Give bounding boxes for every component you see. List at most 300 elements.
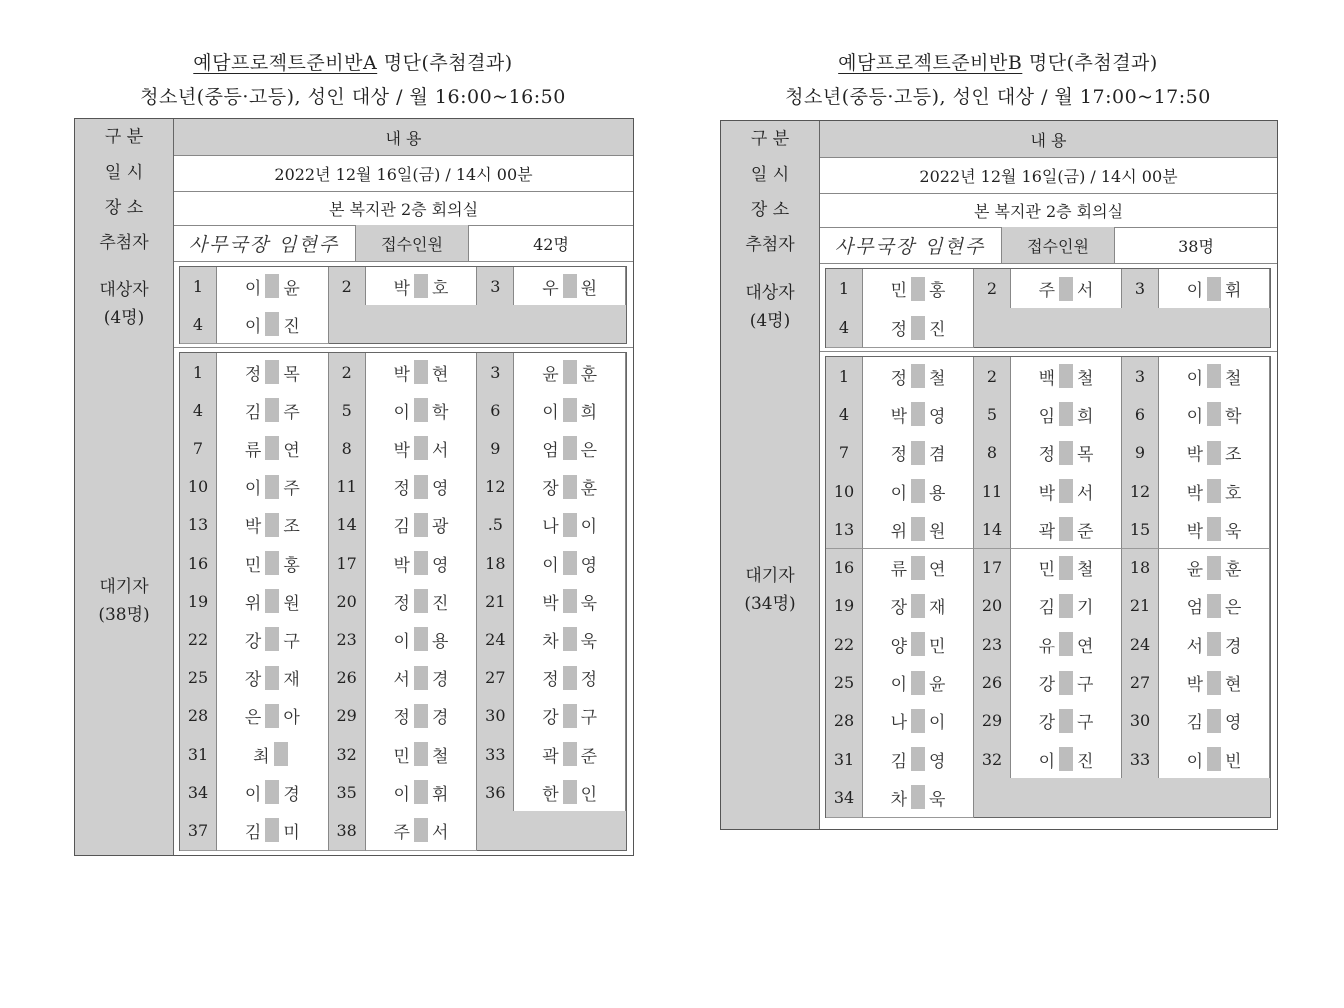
redaction-block (911, 785, 925, 809)
name-first: 이 (393, 631, 410, 652)
redaction-block (414, 704, 428, 728)
redaction-block (911, 402, 925, 426)
person-number: 2 (974, 269, 1011, 309)
name-last: 학 (431, 402, 449, 423)
empty-cell (329, 305, 626, 343)
name-first: 나 (890, 713, 907, 734)
name-first: 이 (244, 479, 262, 500)
name-first: 정 (542, 670, 559, 691)
name-first: 양 (890, 636, 907, 657)
name-last: 훈 (580, 479, 598, 500)
redaction-block (1059, 709, 1073, 733)
person-number: 10 (180, 468, 217, 507)
redaction-block (911, 479, 925, 503)
redaction-block (1059, 364, 1073, 388)
redaction-block (414, 742, 428, 766)
person-number: 28 (826, 702, 863, 741)
person-number: 8 (329, 429, 366, 468)
name-last: 인 (580, 784, 598, 805)
selected-section (75, 261, 633, 348)
person-number: 8 (974, 434, 1011, 473)
title-main: 예담프로젝트준비반A (193, 52, 378, 74)
redaction-block (414, 780, 428, 804)
name-last: 학 (1225, 406, 1242, 427)
name-last: 휘 (431, 784, 449, 805)
redaction-block (1207, 594, 1221, 618)
redaction-block (1059, 556, 1073, 580)
redaction-block (1059, 632, 1073, 656)
name-first: 한 (542, 784, 559, 805)
redaction-block (265, 475, 279, 499)
selected-label: 대상자 (4명) (75, 261, 174, 347)
redaction-block (1059, 671, 1073, 695)
person-name (863, 395, 974, 434)
person-number: 33 (1122, 740, 1159, 779)
name-first: 정 (393, 593, 410, 614)
person-number: 4 (826, 395, 863, 434)
person-number: 20 (974, 587, 1011, 626)
redaction-block (1207, 364, 1221, 388)
name-first: 정 (1038, 445, 1055, 466)
person-name (863, 587, 974, 626)
name-last: 영 (1225, 713, 1242, 734)
title-suffix: 명단(추첨결과) (1022, 52, 1158, 74)
person-name (1011, 510, 1122, 549)
name-first: 유 (1038, 636, 1055, 657)
person-number: 9 (1122, 434, 1159, 473)
place-row-value: 본 복지관 2층 회의실 (328, 199, 479, 219)
person-name (366, 773, 478, 812)
person-number: 22 (826, 625, 863, 664)
name-last: 준 (1077, 521, 1094, 542)
person-number: 29 (974, 702, 1011, 741)
name-last: 주 (283, 402, 300, 423)
person-name (1159, 740, 1270, 779)
name-last: 진 (1077, 751, 1094, 772)
name-last: 원 (283, 593, 300, 614)
selected-grid (825, 268, 1271, 348)
name-first: 위 (244, 593, 262, 614)
page-b (672, 0, 1344, 1008)
name-last: 기 (1077, 598, 1094, 619)
name-first: 김 (244, 402, 262, 423)
redaction-block (1059, 747, 1073, 771)
redaction-block (563, 704, 577, 728)
empty-cell (974, 778, 1270, 816)
person-name (863, 625, 974, 664)
person-name (217, 305, 329, 344)
header-row-label: 구 분 (721, 121, 820, 157)
person-name (366, 735, 478, 774)
name-first: 차 (890, 789, 907, 810)
person-name (366, 544, 478, 583)
person-number: 3 (477, 267, 514, 306)
document-subtitle: 청소년(중등·고등), 성인 대상 / 월 16:00~16:50 (140, 86, 566, 108)
redaction-block (265, 704, 279, 728)
name-last: 용 (929, 483, 946, 504)
person-number: 2 (329, 353, 366, 392)
person-number: 16 (180, 544, 217, 583)
person-name (1159, 587, 1270, 626)
person-name (514, 773, 626, 812)
person-number: 31 (826, 740, 863, 779)
redaction-block (563, 475, 577, 499)
person-number: 6 (1122, 395, 1159, 434)
name-last: 준 (580, 746, 598, 767)
person-name (863, 357, 974, 396)
person-number: 34 (826, 778, 863, 817)
person-name (514, 544, 626, 583)
person-name (217, 811, 329, 850)
name-last: 욱 (580, 593, 598, 614)
person-name (863, 472, 974, 511)
selected-grid (179, 266, 627, 344)
person-name (217, 697, 329, 736)
person-number: 12 (477, 468, 514, 507)
person-number: 7 (826, 434, 863, 473)
person-number: 17 (974, 549, 1011, 588)
person-number: 30 (477, 697, 514, 736)
person-number: 28 (180, 697, 217, 736)
name-first: 이 (244, 278, 262, 299)
name-last: 구 (580, 708, 598, 729)
person-name (1159, 269, 1270, 309)
name-first: 이 (393, 402, 410, 423)
name-last: 경 (1225, 636, 1242, 657)
waiting-grid (179, 352, 627, 851)
name-last: 홍 (283, 555, 300, 576)
waiting-section (721, 351, 1277, 829)
name-last: 재 (929, 598, 946, 619)
header-row (75, 119, 633, 156)
name-first: 이 (1038, 751, 1055, 772)
name-first: 민 (244, 555, 262, 576)
name-last: 원 (580, 278, 598, 299)
person-name (217, 506, 329, 545)
person-number: 2 (974, 357, 1011, 396)
header-row-value: 내 용 (820, 121, 1277, 157)
name-last: 원 (929, 521, 946, 542)
redaction-block (1207, 402, 1221, 426)
person-name (1159, 510, 1270, 549)
waiting-section (75, 347, 633, 855)
redaction-block (414, 627, 428, 651)
name-last: 홍 (929, 281, 946, 301)
person-name (217, 544, 329, 583)
person-name (366, 506, 478, 545)
person-name (863, 269, 974, 309)
redaction-block (563, 551, 577, 575)
name-first: 백 (1038, 368, 1055, 389)
header-row (721, 121, 1277, 158)
name-last: 경 (283, 784, 300, 805)
person-name (1159, 702, 1270, 741)
name-first: 이 (542, 555, 559, 576)
drawer-row (721, 227, 1277, 264)
name-last: 구 (283, 631, 300, 652)
name-first: 최 (253, 746, 270, 767)
drawer-label: 추첨자 (75, 225, 174, 261)
person-name (366, 267, 478, 306)
person-number: 5 (974, 395, 1011, 434)
person-name (514, 267, 626, 306)
place-row-label: 장 소 (721, 193, 820, 227)
name-first: 엄 (542, 440, 559, 461)
person-name (1159, 625, 1270, 664)
name-last: 욱 (929, 789, 946, 810)
name-first: 이 (1186, 281, 1203, 301)
name-first: 이 (393, 784, 410, 805)
name-first: 임 (1038, 406, 1055, 427)
person-name (863, 778, 974, 817)
name-last: 욱 (1225, 521, 1242, 542)
name-last: 구 (1077, 713, 1094, 734)
name-first: 박 (1186, 445, 1203, 466)
person-number: 21 (1122, 587, 1159, 626)
person-number: 4 (180, 305, 217, 344)
person-number: 14 (329, 506, 366, 545)
person-name (863, 510, 974, 549)
person-number: 4 (826, 308, 863, 348)
name-first: 박 (393, 278, 410, 299)
person-number: 6 (477, 391, 514, 430)
name-first: 김 (890, 751, 907, 772)
person-name (514, 582, 626, 621)
name-last: 훈 (1225, 560, 1242, 581)
redaction-block (1207, 556, 1221, 580)
selected-section (721, 263, 1277, 352)
person-number: .5 (477, 506, 514, 545)
person-number: 12 (1122, 472, 1159, 511)
redaction-block (265, 436, 279, 460)
redaction-block (1207, 277, 1221, 301)
name-first: 박 (393, 555, 410, 576)
person-number: 18 (1122, 549, 1159, 588)
name-last: 연 (283, 440, 300, 461)
redaction-block (414, 513, 428, 537)
place-row (75, 191, 633, 226)
date-row-label: 일 시 (75, 155, 174, 191)
redaction-block (1059, 441, 1073, 465)
name-first: 곽 (1038, 521, 1055, 542)
person-name (514, 468, 626, 507)
name-first: 박 (244, 517, 262, 538)
person-number: 1 (826, 357, 863, 396)
name-first: 이 (1186, 751, 1203, 772)
name-first: 강 (1038, 713, 1055, 734)
name-first: 박 (1186, 483, 1203, 504)
person-name (1011, 702, 1122, 741)
name-last: 욱 (580, 631, 598, 652)
name-first: 장 (542, 479, 559, 500)
person-number: 34 (180, 773, 217, 812)
name-first: 정 (393, 708, 410, 729)
name-first: 민 (890, 281, 907, 301)
header-row-label: 구 분 (75, 119, 174, 155)
person-number: 14 (974, 510, 1011, 549)
redaction-block (1059, 277, 1073, 301)
name-last: 휘 (1225, 281, 1242, 301)
person-name (217, 468, 329, 507)
signature: 사무국장 임현주 (188, 233, 340, 256)
date-row-value: 2022년 12월 16일(금) / 14시 00분 (919, 166, 1178, 186)
name-last: 재 (283, 670, 300, 691)
redaction-block (265, 513, 279, 537)
person-number: 22 (180, 620, 217, 659)
name-last: 미 (283, 822, 300, 843)
name-first: 이 (890, 675, 907, 696)
redaction-block (563, 589, 577, 613)
redaction-block (1207, 671, 1221, 695)
person-number: 1 (826, 269, 863, 309)
person-name (366, 811, 478, 850)
person-name (366, 697, 478, 736)
person-name (514, 697, 626, 736)
name-last: 호 (1225, 483, 1242, 504)
name-first: 서 (1186, 636, 1203, 657)
name-last: 빈 (1225, 751, 1242, 772)
name-first: 서 (393, 670, 410, 691)
person-name (217, 582, 329, 621)
count-value: 38명 (1178, 236, 1214, 256)
title-main: 예담프로젝트준비반B (838, 52, 1023, 74)
person-number: 21 (477, 582, 514, 621)
name-first: 정 (244, 364, 262, 385)
redaction-block (563, 513, 577, 537)
name-first: 장 (244, 670, 262, 691)
person-name (1011, 434, 1122, 473)
name-last: 영 (431, 479, 449, 500)
redaction-block (414, 274, 428, 298)
name-first: 정 (890, 445, 907, 466)
name-first: 위 (890, 521, 907, 542)
person-number: 25 (826, 663, 863, 702)
name-first: 박 (393, 440, 410, 461)
person-number: 19 (180, 582, 217, 621)
date-row (75, 155, 633, 192)
name-first: 박 (1186, 675, 1203, 696)
person-number: 32 (329, 735, 366, 774)
drawer-label: 추첨자 (721, 227, 820, 263)
redaction-block (911, 316, 925, 340)
person-number: 19 (826, 587, 863, 626)
name-last: 서 (1077, 483, 1094, 504)
name-last: 희 (580, 402, 598, 423)
place-row-label: 장 소 (75, 191, 174, 225)
redaction-block (563, 436, 577, 460)
name-last: 훈 (580, 364, 598, 385)
name-last: 광 (431, 517, 449, 538)
name-first: 윤 (542, 364, 559, 385)
name-last: 철 (929, 368, 946, 389)
person-name (1159, 395, 1270, 434)
person-name (217, 735, 329, 774)
name-first: 박 (890, 406, 907, 427)
name-first: 강 (542, 708, 559, 729)
date-row-label: 일 시 (721, 157, 820, 193)
person-name (366, 468, 478, 507)
redaction-block (911, 277, 925, 301)
name-last: 구 (1077, 675, 1094, 696)
person-number: 10 (826, 472, 863, 511)
name-last: 윤 (283, 278, 300, 299)
person-name (514, 353, 626, 392)
name-first: 박 (1038, 483, 1055, 504)
person-name (217, 773, 329, 812)
person-name (217, 391, 329, 430)
redaction-block (414, 398, 428, 422)
person-name (1159, 472, 1270, 511)
name-first: 강 (1038, 675, 1055, 696)
person-name (1011, 472, 1122, 511)
document-subtitle: 청소년(중등·고등), 성인 대상 / 월 17:00~17:50 (785, 86, 1211, 108)
redaction-block (274, 742, 288, 766)
name-last: 아 (283, 708, 300, 729)
person-name (863, 702, 974, 741)
redaction-block (265, 666, 279, 690)
redaction-block (414, 666, 428, 690)
name-first: 주 (1038, 281, 1055, 301)
person-number: 23 (329, 620, 366, 659)
name-first: 민 (1038, 560, 1055, 581)
name-first: 김 (1038, 598, 1055, 619)
name-last: 은 (580, 440, 598, 461)
name-first: 장 (890, 598, 907, 619)
name-last: 목 (283, 364, 300, 385)
count-label: 접수인원 (1001, 227, 1115, 263)
person-number: 1 (180, 353, 217, 392)
name-last: 은 (1225, 598, 1242, 619)
person-name (1011, 269, 1122, 309)
name-first: 김 (393, 517, 410, 538)
name-last: 주 (283, 479, 300, 500)
person-number: 18 (477, 544, 514, 583)
person-number: 24 (1122, 625, 1159, 664)
person-name (366, 582, 478, 621)
redaction-block (1207, 709, 1221, 733)
person-name (217, 429, 329, 468)
name-first: 류 (244, 440, 262, 461)
redaction-block (911, 441, 925, 465)
redaction-block (1207, 747, 1221, 771)
redaction-block (1059, 402, 1073, 426)
name-last: 영 (431, 555, 449, 576)
person-number: 9 (477, 429, 514, 468)
redaction-block (563, 360, 577, 384)
name-last: 연 (929, 560, 946, 581)
redaction-block (414, 818, 428, 842)
person-number: 16 (826, 549, 863, 588)
redaction-block (265, 312, 279, 336)
person-name (1011, 357, 1122, 396)
name-last: 목 (1077, 445, 1094, 466)
redaction-block (911, 747, 925, 771)
person-number: 13 (826, 510, 863, 549)
name-first: 박 (1186, 521, 1203, 542)
person-name (1011, 663, 1122, 702)
name-last: 서 (1077, 281, 1094, 301)
person-name (514, 429, 626, 468)
name-last: 윤 (929, 675, 946, 696)
redaction-block (1207, 441, 1221, 465)
name-last: 현 (431, 364, 449, 385)
name-last: 서 (431, 440, 449, 461)
name-first: 주 (393, 822, 410, 843)
person-name (514, 735, 626, 774)
name-last: 영 (580, 555, 598, 576)
place-row-value: 본 복지관 2층 회의실 (973, 201, 1124, 221)
name-first: 박 (542, 593, 559, 614)
